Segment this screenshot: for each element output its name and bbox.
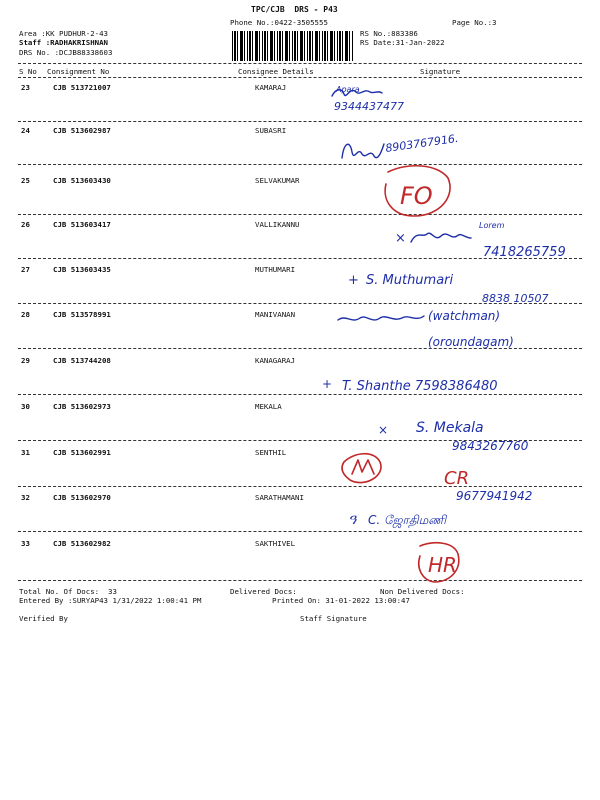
svg-text:×: × — [395, 231, 406, 246]
row-consignee: SELVAKUMAR — [255, 176, 300, 185]
row-consignee: SENTHIL — [255, 448, 287, 457]
row-sno: 28 — [21, 310, 30, 319]
col-signature: Signature — [420, 67, 461, 76]
area-label: Area :KK PUDHUR-2-43 — [19, 29, 108, 38]
row-consignment: CJB 513603435 — [53, 265, 111, 274]
barcode — [232, 31, 354, 61]
svg-text:×: × — [378, 423, 389, 437]
total-docs: Total No. Of Docs: 33 — [19, 587, 117, 596]
svg-text:(oroundagam): (oroundagam) — [428, 335, 514, 349]
signature-row-29 — [322, 370, 582, 398]
row-sno: 26 — [21, 220, 30, 229]
phone-number: Phone No.:0422-3505555 — [230, 18, 328, 27]
svg-text:+: + — [322, 377, 333, 391]
svg-text:Apara: Apara — [336, 85, 360, 94]
signature-row-26 — [395, 208, 585, 268]
svg-text:FO: FO — [400, 182, 433, 210]
svg-text:8903767916.: 8903767916. — [384, 131, 460, 155]
printed-on: Printed On: 31-01-2022 13:00:47 — [272, 596, 410, 605]
columns-divider — [18, 77, 582, 78]
row-consignment: CJB 513744208 — [53, 356, 111, 365]
row-consignee: KAMARAJ — [255, 83, 287, 92]
signature-row-28 — [336, 304, 576, 356]
row-consignment: CJB 513602982 — [53, 539, 111, 548]
svg-text:Lorem: Lorem — [479, 221, 505, 230]
row-consignment: CJB 513603417 — [53, 220, 111, 229]
row-consignment: CJB 513602987 — [53, 126, 111, 135]
row-sno: 24 — [21, 126, 30, 135]
signature-row-27 — [348, 262, 578, 310]
svg-text:9677941942: 9677941942 — [456, 489, 533, 503]
svg-text:CR: CR — [444, 468, 470, 489]
row-consignee: MANIVANAN — [255, 310, 296, 319]
delivered-docs: Delivered Docs: — [230, 587, 297, 596]
document-title: TPC/CJB DRS - P43 — [251, 5, 338, 14]
svg-text:8838 10507: 8838 10507 — [482, 292, 549, 305]
col-sno: S No — [19, 67, 37, 76]
svg-text:C. ஜோதிமணி: C. ஜோதிமணி — [368, 513, 447, 527]
verified-by: Verified By — [19, 614, 68, 623]
table-row — [0, 83, 600, 126]
row-consignee: KANAGARAJ — [255, 356, 296, 365]
page-number: Page No.:3 — [452, 18, 497, 27]
drs-number: DRS No. :DCJB88338603 — [19, 48, 113, 57]
row-consignee: MUTHUMARI — [255, 265, 296, 274]
svg-text:9843267760: 9843267760 — [452, 439, 529, 453]
col-consignment: Consignment No — [47, 67, 110, 76]
svg-text:(watchman): (watchman) — [428, 309, 501, 323]
svg-text:7418265759: 7418265759 — [483, 245, 566, 260]
row-consignee: SUBASRI — [255, 126, 287, 135]
row-sno: 29 — [21, 356, 30, 365]
non-delivered-docs: Non Delivered Docs: — [380, 587, 465, 596]
signature-row-23 — [330, 82, 450, 116]
row-sno: 33 — [21, 539, 30, 548]
staff-label: Staff :RADHAKRISHNAN — [19, 38, 108, 47]
svg-text:S. Muthumari: S. Muthumari — [366, 273, 454, 288]
svg-text:T. Shanthe 7598386480: T. Shanthe 7598386480 — [342, 379, 498, 394]
row-consignment: CJB 513578991 — [53, 310, 111, 319]
row-consignee: MEKALA — [255, 402, 282, 411]
row-consignee: SAKTHIVEL — [255, 539, 296, 548]
row-sno: 25 — [21, 176, 30, 185]
row-sno: 31 — [21, 448, 30, 457]
row-consignment: CJB 513602973 — [53, 402, 111, 411]
rs-date: RS Date:31-Jan-2022 — [360, 38, 445, 47]
rs-number: RS No.:883386 — [360, 29, 418, 38]
svg-text:ዓ: ዓ — [348, 512, 357, 528]
row-sno: 32 — [21, 493, 30, 502]
svg-text:9344437477: 9344437477 — [334, 100, 404, 113]
row-sno: 27 — [21, 265, 30, 274]
entered-by: Entered By :SURYAP43 1/31/2022 1:00:41 PM — [19, 596, 202, 605]
table-row — [0, 539, 600, 582]
row-consignment: CJB 513721007 — [53, 83, 111, 92]
svg-text:HR: HR — [428, 553, 457, 577]
svg-text:+: + — [348, 273, 359, 288]
signature-row-32 — [348, 484, 580, 534]
row-consignment: CJB 513602991 — [53, 448, 111, 457]
row-consignment: CJB 513603430 — [53, 176, 111, 185]
row-consignment: CJB 513602970 — [53, 493, 111, 502]
row-consignee: SARATHAMANI — [255, 493, 304, 502]
staff-signature-label: Staff Signature — [300, 614, 367, 623]
row-sno: 23 — [21, 83, 30, 92]
row-consignee: VALLIKANNU — [255, 220, 300, 229]
col-consignee: Consignee Details — [238, 67, 314, 76]
row-sno: 30 — [21, 402, 30, 411]
svg-text:S. Mekala: S. Mekala — [416, 420, 484, 436]
header-divider — [18, 63, 582, 64]
signature-row-33 — [414, 538, 504, 586]
table-row — [0, 126, 600, 169]
